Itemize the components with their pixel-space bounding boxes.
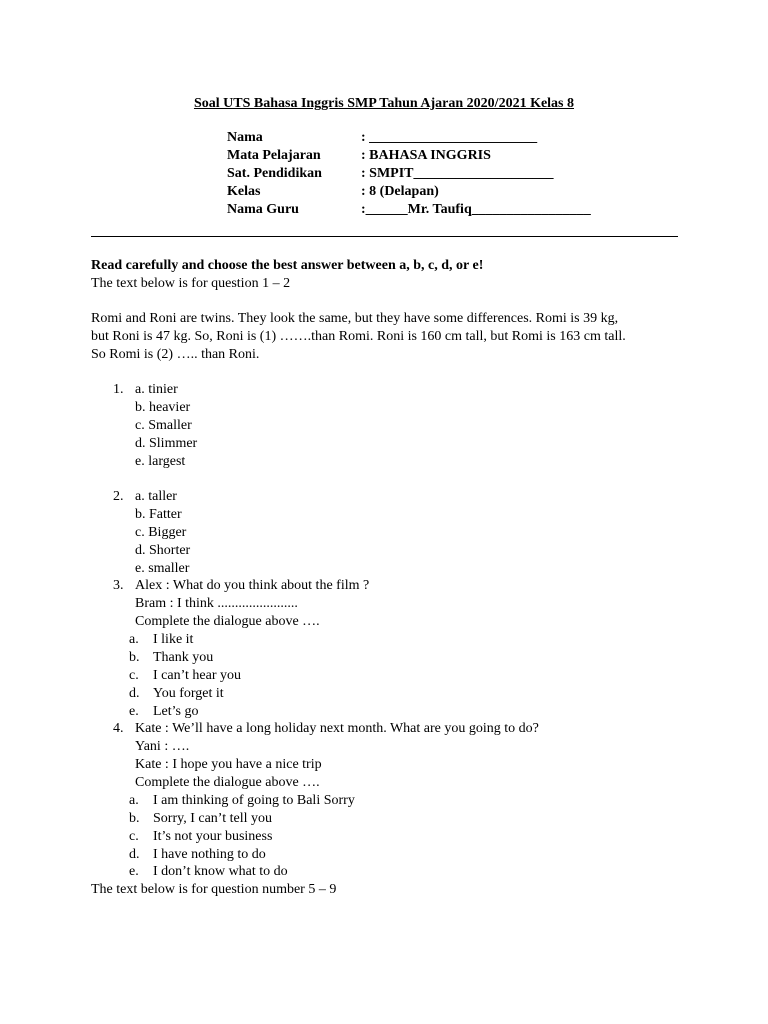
- answer-option: Thank you: [153, 650, 214, 665]
- document-title: Soal UTS Bahasa Inggris SMP Tahun Ajaran 2020/2021 Kelas 8: [193, 96, 575, 111]
- option-letter: b.: [129, 650, 140, 665]
- option-letter: c.: [129, 668, 139, 683]
- answer-option: d. Slimmer: [135, 436, 198, 451]
- field-label-nama: Nama: [227, 130, 263, 145]
- field-value-kelas: : 8 (Delapan): [361, 184, 439, 199]
- intro-question-1-2: The text below is for question 1 – 2: [91, 276, 291, 291]
- answer-option: I am thinking of going to Bali Sorry: [153, 793, 355, 808]
- answer-option: You forget it: [153, 686, 224, 701]
- answer-option: e. smaller: [135, 561, 190, 576]
- option-letter: e.: [129, 704, 139, 719]
- option-letter: c.: [129, 829, 139, 844]
- question-text: Complete the dialogue above ….: [135, 775, 320, 790]
- question-text: Kate : We’ll have a long holiday next month. What are you going to do?: [135, 721, 539, 736]
- field-value-mata-pelajaran: : BAHASA INGGRIS: [361, 148, 491, 163]
- passage-line: but Roni is 47 kg. So, Roni is (1) …….than Romi. Roni is 160 cm tall, but Romi is 163 cm tall.: [91, 329, 626, 344]
- question-number: 1.: [113, 382, 124, 397]
- question-number: 2.: [113, 489, 124, 504]
- question-text: Complete the dialogue above ….: [135, 614, 320, 629]
- option-letter: d.: [129, 686, 140, 701]
- field-value-sat-pendidikan: : SMPIT____________________: [361, 166, 554, 181]
- question-text: Kate : I hope you have a nice trip: [135, 757, 322, 772]
- answer-option: I can’t hear you: [153, 668, 241, 683]
- answer-option: I have nothing to do: [153, 847, 266, 862]
- question-text: Yani : ….: [135, 739, 190, 754]
- answer-option: c. Smaller: [135, 418, 192, 433]
- field-label-mata-pelajaran: Mata Pelajaran: [227, 148, 321, 163]
- option-letter: a.: [129, 632, 139, 647]
- answer-option: d. Shorter: [135, 543, 191, 558]
- answer-option: e. largest: [135, 454, 186, 469]
- answer-option: b. heavier: [135, 400, 191, 415]
- instruction: Read carefully and choose the best answer between a, b, c, d, or e!: [91, 258, 484, 273]
- passage-line: Romi and Roni are twins. They look the same, but they have some differences. Romi is 39 kg,: [91, 311, 619, 326]
- field-value-nama: : ________________________: [361, 130, 538, 145]
- answer-option: Let’s go: [153, 704, 199, 719]
- answer-option: I like it: [153, 632, 194, 647]
- option-letter: e.: [129, 864, 139, 879]
- option-letter: d.: [129, 847, 140, 862]
- option-letter: b.: [129, 811, 140, 826]
- option-letter: a.: [129, 793, 139, 808]
- answer-option: b. Fatter: [135, 507, 182, 522]
- question-number: 3.: [113, 578, 124, 593]
- field-label-sat-pendidikan: Sat. Pendidikan: [227, 166, 322, 181]
- question-text: Bram : I think .......................: [135, 596, 298, 611]
- answer-option: I don’t know what to do: [153, 864, 288, 879]
- header-divider: [91, 236, 678, 237]
- answer-option: a. taller: [135, 489, 177, 504]
- field-label-nama-guru: Nama Guru: [227, 202, 299, 217]
- answer-option: c. Bigger: [135, 525, 187, 540]
- field-label-kelas: Kelas: [227, 184, 261, 199]
- answer-option: Sorry, I can’t tell you: [153, 811, 272, 826]
- question-number: 4.: [113, 721, 124, 736]
- intro-question-5-9: The text below is for question number 5 – 9: [91, 882, 337, 897]
- question-text: Alex : What do you think about the film ?: [135, 578, 370, 593]
- answer-option: It’s not your business: [153, 829, 273, 844]
- passage-line: So Romi is (2) ….. than Roni.: [91, 347, 260, 362]
- field-value-nama-guru: :______Mr. Taufiq_________________: [361, 202, 591, 217]
- answer-option: a. tinier: [135, 382, 178, 397]
